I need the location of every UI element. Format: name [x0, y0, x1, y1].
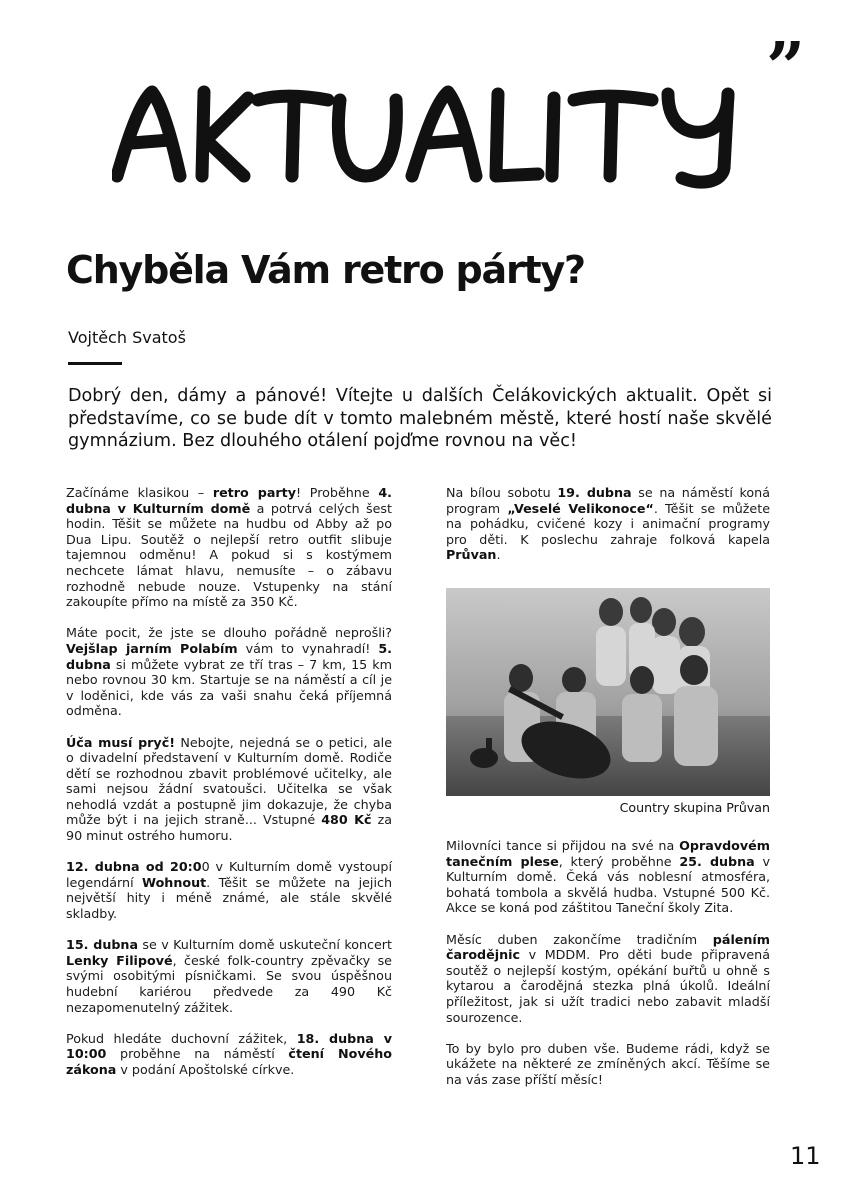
bold-text: Úča musí pryč! [66, 734, 175, 750]
text-run: Začínáme klasikou – [66, 485, 213, 500]
bold-text: „Veselé Velikonoce“ [507, 500, 654, 516]
right-column-top [446, 485, 770, 579]
text-run: . Těšit se můžete na jejich největší hity i méně známé, ale stále skvělé skladby. [66, 874, 393, 922]
bold-text: 5. dubna [66, 640, 392, 672]
photo-caption: Country skupina Průvan [619, 800, 770, 815]
text-run: Na bílou sobotu [446, 485, 558, 500]
bold-text: čtení Nového zákona [66, 1046, 392, 1077]
lead-paragraph: Dobrý den, dámy a pánové! Vítejte u dalších Čelákovických aktualit. Opět si představíme, co se bude dít v tomto malebném městě, které hostí naše skvělé gymnázium. Bez dlouhého otálení pojďme rovnou na věc! [68, 386, 772, 452]
bold-text: 19. dubna [557, 485, 632, 500]
masthead-hand-lettering [112, 80, 762, 190]
bold-text: Lenky Filipové [66, 952, 173, 968]
paragraph-lenka-filipova [66, 937, 392, 1015]
paragraph-retro-party [66, 485, 392, 610]
text-run: . Těšit se můžete na pohádku, cvičené kozy i animační programy pro děti. K poslechu zahraje folková kapela [446, 500, 770, 547]
bold-text: 18. dubna v 10:00 [66, 1030, 392, 1062]
band-photo [446, 588, 770, 796]
text-run: a potrvá celých šest hodin. Těšit se můžete na hudbu od Abby až po Dua Lipu. Soutěž o nejlepší retro outfit slibuje tajemnou odměnu! A pokud si s kostýmem nechcete lámat hlavu, nemusíte – o zábavu rozhodně nebude nouze. Vstupenky na stání zakoupíte přímo na místě za 350 Kč. [66, 500, 392, 610]
text-run: , který proběhne [558, 853, 680, 869]
paragraph-tanecni-ples [446, 838, 770, 916]
text-run: v podání Apoštolské církve. [116, 1061, 295, 1077]
text-run: Pokud hledáte duchovní zážitek, [66, 1030, 297, 1046]
bold-text: 15. dubna [66, 937, 139, 953]
text-run: se v Kulturním domě uskuteční koncert [138, 937, 393, 953]
text-run: ! Proběhne [296, 485, 379, 500]
paragraph-zaver [446, 1041, 770, 1088]
paragraph-vejslap [66, 625, 392, 719]
page-number: 11 [790, 1142, 821, 1170]
text-run: Měsíc duben zakončíme tradičním [446, 931, 713, 947]
bold-text: Opravdovém tanečním plese [446, 838, 770, 869]
paragraph-cteni-noveho-zakona [66, 1031, 392, 1078]
bold-text: Průvan [446, 547, 497, 563]
paragraph-uca-musi-pryc [66, 735, 392, 844]
text-run: Máte pocit, že jste se dlouho pořádně neprošli? [66, 625, 392, 641]
bold-text: retro party [212, 485, 297, 500]
bold-text: 480 Kč [321, 812, 372, 828]
text-run: si můžete vybrat ze tří tras – 7 km, 15 km nebo rovnou 30 km. Startuje se na náměstí a cíl je v loděnici, kde vás za vaši snahu čeká příjemná odměna. [66, 656, 392, 719]
bold-text: 25. dubna [679, 853, 755, 869]
text-run: za 90 minut ostrého humoru. [66, 812, 393, 844]
author-divider [68, 362, 122, 365]
bold-text: pálením čarodějnic [446, 931, 770, 963]
text-run: Milovníci tance si přijdou na své na [446, 838, 680, 853]
left-column [66, 485, 392, 1093]
bold-text: Wohnout [142, 874, 207, 890]
paragraph-paleni-carodejnic [446, 932, 770, 1026]
text-run: proběhne na náměstí [106, 1046, 289, 1062]
text-run: se na náměstí koná program [446, 485, 770, 516]
text-run: , české folk-country zpěvačky se svými osobitými písničkami. Se svou úspěšnou hudební kariérou předvede za 490 Kč nezapomenutelný zážitek. [66, 952, 392, 1015]
band-photo-image [446, 588, 770, 796]
right-column-bottom [446, 838, 770, 1103]
text-run: To by bylo pro duben vše. Budeme rádi, když se ukážete na některé ze zmíněných akcí. Těšíme se na vás zase příští měsíc! [446, 1040, 770, 1087]
paragraph-wohnout [66, 859, 392, 921]
bold-text: 12. dubna od 20:0 [66, 859, 202, 875]
article-headline: Chyběla Vám retro párty? [66, 248, 585, 292]
text-run: vám to vynahradí! [237, 640, 379, 656]
text-run: v MDDM. Pro děti bude připravená soutěž o nejlepší kostým, opékání buřtů u ohně s kytarou a čarodějná stezka plná úkolů. Ideální příležitost, jak si užít tradici nebo zabavit mladší sourozence. [446, 947, 770, 1025]
bold-text: Vejšlap jarním Polabím [66, 640, 238, 656]
text-run: . [496, 547, 501, 563]
masthead-title [112, 80, 762, 190]
quote-mark: ” [766, 28, 802, 108]
paragraph-vesele-velikonoce [446, 485, 770, 563]
bold-text: 4. dubna v Kulturním domě [66, 485, 392, 516]
text-run: Nebojte, nejedná se o petici, ale o divadelní představení v Kulturním domě. Rodiče dětí se rozhodnou zbavit problémové učitelky, ale sami nejsou žádní svatoušci. Učitelka se však nehodlá vzdát a postupně jim dokazuje, že chyba může být i na jejich straně... Vstupné [66, 734, 392, 828]
text-run: v Kulturním domě. Čeká vás noblesní atmosféra, bohatá tombola a skvělá hudba. Vstupné 500 Kč. Akce se koná pod záštitou Taneční školy Zita. [446, 853, 771, 916]
author-name: Vojtěch Svatoš [68, 328, 186, 347]
text-run: 0 v Kulturním domě vystoupí legendární [66, 859, 392, 890]
